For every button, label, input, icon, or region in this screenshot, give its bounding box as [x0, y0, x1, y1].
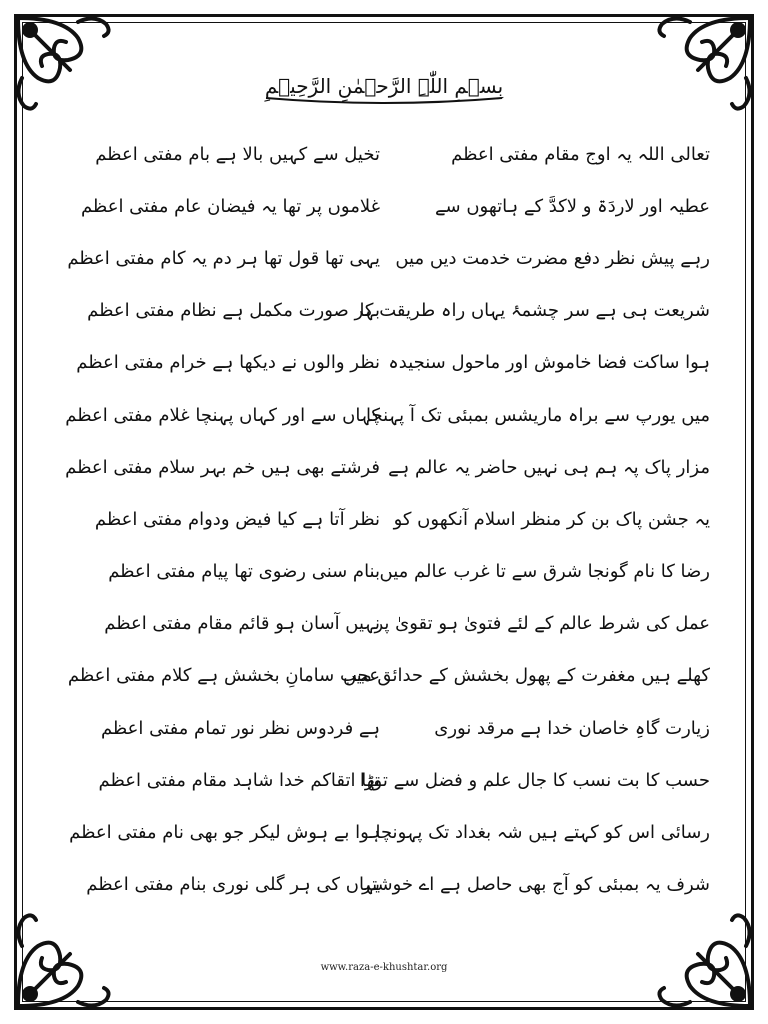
verse-first-line: رہے پیش نظر دفع مضرت خدمت دیں میں	[395, 247, 710, 269]
verse-row	[70, 285, 710, 337]
verse-second-line: کہاں سے اور کہاں پہنچا غلام مفتی اعظم	[65, 404, 380, 426]
verse-row	[70, 180, 710, 232]
verse-second-line: نظر آتا ہے کیا فیض ودوام مفتی اعظم	[94, 508, 380, 530]
verse-first-line: زیارت گاہِ خاصان خدا ہے مرقد نوری	[434, 717, 710, 739]
verse-second-line: یہاں کی ہر گلی نوری بنام مفتی اعظم	[86, 874, 380, 896]
verse-second-line: نظر والوں نے دیکھا ہے خرام مفتی اعظم	[76, 352, 380, 374]
verse-row	[65, 389, 710, 441]
corner-ornament-top-left	[8, 8, 120, 120]
poem-body	[65, 128, 710, 911]
verse-second-line: بنام سنی رضوی تھا پیام مفتی اعظم	[108, 561, 380, 583]
verse-row	[65, 441, 710, 493]
verse-second-line: ہے فردوس نظر نور تمام مفتی اعظم	[100, 717, 380, 739]
verse-first-line: ہوا ساکت فضا خاموش اور ماحول سنجیدہ	[388, 352, 710, 374]
verse-row	[70, 598, 710, 650]
verse-row	[70, 806, 710, 858]
verse-second-line: فرشتے بھی ہیں خم بہر سلام مفتی اعظم	[65, 456, 380, 478]
verse-row	[70, 546, 710, 598]
verse-second-line: یہی تھا قول تھا ہر دم یہ کام مفتی اعظم	[67, 247, 380, 269]
bismillah-text: بِسۡمِ اللّٰہِ الرَّحۡمٰنِ الرَّحِیۡمِ	[264, 74, 504, 98]
verse-first-line: رسائی اس کو کہتے ہیں شہ بغداد تک پہونچا	[375, 822, 710, 844]
verse-second-line: تخیل سے کہیں بالا ہے بام مفتی اعظم	[95, 143, 380, 165]
verse-first-line: تعالی اللہ یہ اوج مقام مفتی اعظم	[451, 143, 710, 165]
verse-row	[70, 702, 710, 754]
verse-first-line: حسب کا بت نسب کا جال علم و فضل سے توڑا	[359, 769, 710, 791]
verse-first-line: یہ جشن پاک بن کر منظر اسلام آنکھوں کو	[393, 508, 710, 530]
verse-second-line: تھا اتقاکم خدا شاہد مقام مفتی اعظم	[98, 769, 380, 791]
verse-first-line: مزار پاک پہ ہم ہی نہیں حاضر یہ عالم ہے	[388, 456, 710, 478]
verse-row	[70, 493, 710, 545]
verse-row	[70, 128, 710, 180]
verse-first-line: شرف یہ بمبئی کو آج بھی حاصل ہے اے خوشتر	[362, 874, 710, 896]
verse-first-line: رضا کا نام گونجا شرق سے تا غرب عالم میں	[379, 561, 710, 583]
bismillah-calligraphy	[260, 64, 508, 108]
verse-first-line: شریعت ہی ہے سر چشمۂ یہاں راہ طریقت کا	[359, 300, 710, 322]
verse-second-line: نہیں آسان ہو قائم مقام مفتی اعظم	[104, 613, 380, 635]
verse-row	[70, 754, 710, 806]
verse-first-line: عطیہ اور لاردَۃ و لاکدَّ کے ہاتھوں سے	[434, 195, 710, 217]
website-footer: www.raza-e-khushtar.org	[320, 962, 448, 973]
corner-ornament-top-right	[648, 8, 760, 120]
verse-second-line: بہر صورت مکمل ہے نظام مفتی اعظم	[87, 300, 380, 322]
verse-row	[70, 337, 710, 389]
corner-ornament-bottom-right	[648, 904, 760, 1016]
corner-ornament-bottom-left	[8, 904, 120, 1016]
verse-first-line: عمل کی شرط عالم کے لئے فتویٰ ہو تقویٰ پر	[374, 613, 710, 635]
verse-row	[67, 232, 710, 284]
verse-second-line: غلاموں پر تھا یہ فیضان عام مفتی اعظم	[80, 195, 380, 217]
verse-first-line: میں یورپ سے براہ ماریشس بمبئی تک آ پہنچا	[366, 404, 710, 426]
verse-second-line: ہوا بے ہوش لیکر جو بھی نام مفتی اعظم	[69, 822, 380, 844]
verse-row	[67, 650, 710, 702]
verse-row	[70, 859, 710, 911]
verse-first-line: کھلے ہیں مغفرت کے پھول بخشش کے حدائق میں	[342, 665, 710, 687]
verse-second-line: عجب سامانِ بخشش ہے کلام مفتی اعظم	[67, 665, 380, 687]
